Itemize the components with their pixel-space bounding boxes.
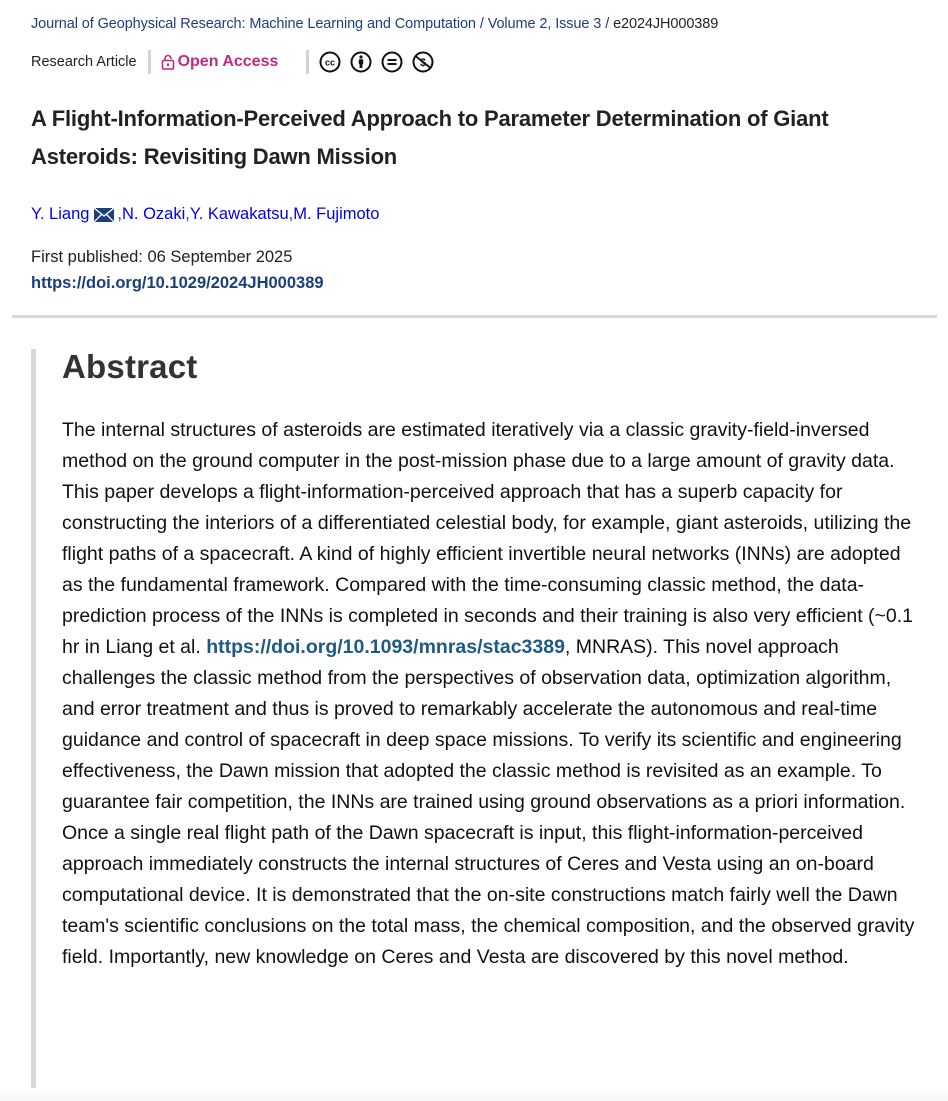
doi-link[interactable]: https://doi.org/10.1029/2024JH000389 bbox=[31, 274, 324, 292]
abstract-text bbox=[62, 415, 922, 973]
breadcrumb-separator: / bbox=[475, 16, 488, 32]
article-meta-row bbox=[31, 48, 434, 76]
article-title: A Flight-Information-Perceived Approach to Parameter Determination of Giant Asteroids: Revisiting Dawn Mission bbox=[31, 106, 829, 169]
svg-text:$: $ bbox=[420, 57, 427, 69]
unlock-icon bbox=[161, 54, 175, 70]
reference-doi-link[interactable]: https://doi.org/10.1093/mnras/stac3389 bbox=[206, 636, 565, 658]
divider bbox=[306, 50, 309, 74]
no-derivatives-icon bbox=[381, 51, 403, 73]
svg-text:cc: cc bbox=[325, 57, 336, 68]
first-published-date: First published: 06 September 2025 bbox=[31, 248, 293, 266]
article-type: Research Article bbox=[31, 54, 137, 70]
license-icons[interactable] bbox=[319, 51, 434, 73]
author-link[interactable]: Y. Kawakatsu bbox=[189, 205, 289, 223]
cc-icon bbox=[319, 51, 341, 73]
article-id: e2024JH000389 bbox=[613, 16, 719, 32]
author-separator: , bbox=[185, 205, 190, 223]
abstract-text-part: , MNRAS). This novel approach challenges the classic method from the perspectives of observation data, optimization algorithm, and error treatment and thus is proved to remarkably accelerate the autonomous and real-time guidance and control of spacecraft in deep space missions. To verify its scientific and engineering effectiveness, the Dawn mission that adopted the classic method is revisited as an example. To guarantee fair competition, the INNs are trained using ground observations as a priori information. Once a single real flight path of the Dawn spacecraft is input, this flight-information-perceived approach immediately constructs the internal structures of Ceres and Vesta using an on-board computational device. It is demonstrated that the on-site constructions match fairly well the Dawn team's scientific conclusions on the total mass, the chemical composition, and the observed gravity field. Importantly, new knowledge on Ceres and Vesta are discovered by this novel method. bbox=[62, 636, 915, 968]
divider bbox=[148, 50, 151, 74]
breadcrumb bbox=[31, 16, 718, 32]
author-link[interactable]: M. Fujimoto bbox=[293, 205, 380, 223]
non-commercial-icon bbox=[412, 51, 434, 73]
open-access-label: Open Access bbox=[177, 53, 279, 70]
page-bottom-edge bbox=[0, 1088, 948, 1101]
journal-link[interactable]: Journal of Geophysical Research: Machine Learning and Computation bbox=[31, 16, 476, 32]
breadcrumb-separator: / bbox=[601, 16, 614, 32]
abstract-side-bar bbox=[31, 349, 36, 1091]
author-link[interactable]: Y. Liang bbox=[31, 205, 90, 223]
author-separator: , bbox=[117, 205, 123, 223]
by-attribution-icon bbox=[350, 51, 372, 73]
email-icon[interactable] bbox=[94, 208, 114, 222]
author-separator: , bbox=[288, 205, 294, 223]
section-divider bbox=[12, 315, 937, 318]
abstract-text-part: The internal structures of asteroids are estimated iteratively via a classic gravity-field-inversed method on the ground computer in the post-mission phase due to a large amount of gravity data. This paper develops a flight-information-perceived approach that has a superb capacity for constructing the interiors of a differentiated celestial body, for example, giant asteroids, utilizing the flight paths of a spacecraft. A kind of highly efficient invertible neural networks (INNs) are adopted as the fundamental framework. Compared with the time-consuming classic method, the data-prediction process of the INNs is completed in seconds and their training is also very efficient (~0.1 hr in Liang et al. bbox=[62, 419, 914, 658]
author-link[interactable]: N. Ozaki bbox=[122, 205, 186, 223]
abstract-heading: Abstract bbox=[62, 348, 198, 385]
open-access-badge[interactable] bbox=[161, 53, 279, 71]
issue-link[interactable]: Volume 2, Issue 3 bbox=[487, 16, 602, 32]
author-list bbox=[31, 205, 379, 224]
